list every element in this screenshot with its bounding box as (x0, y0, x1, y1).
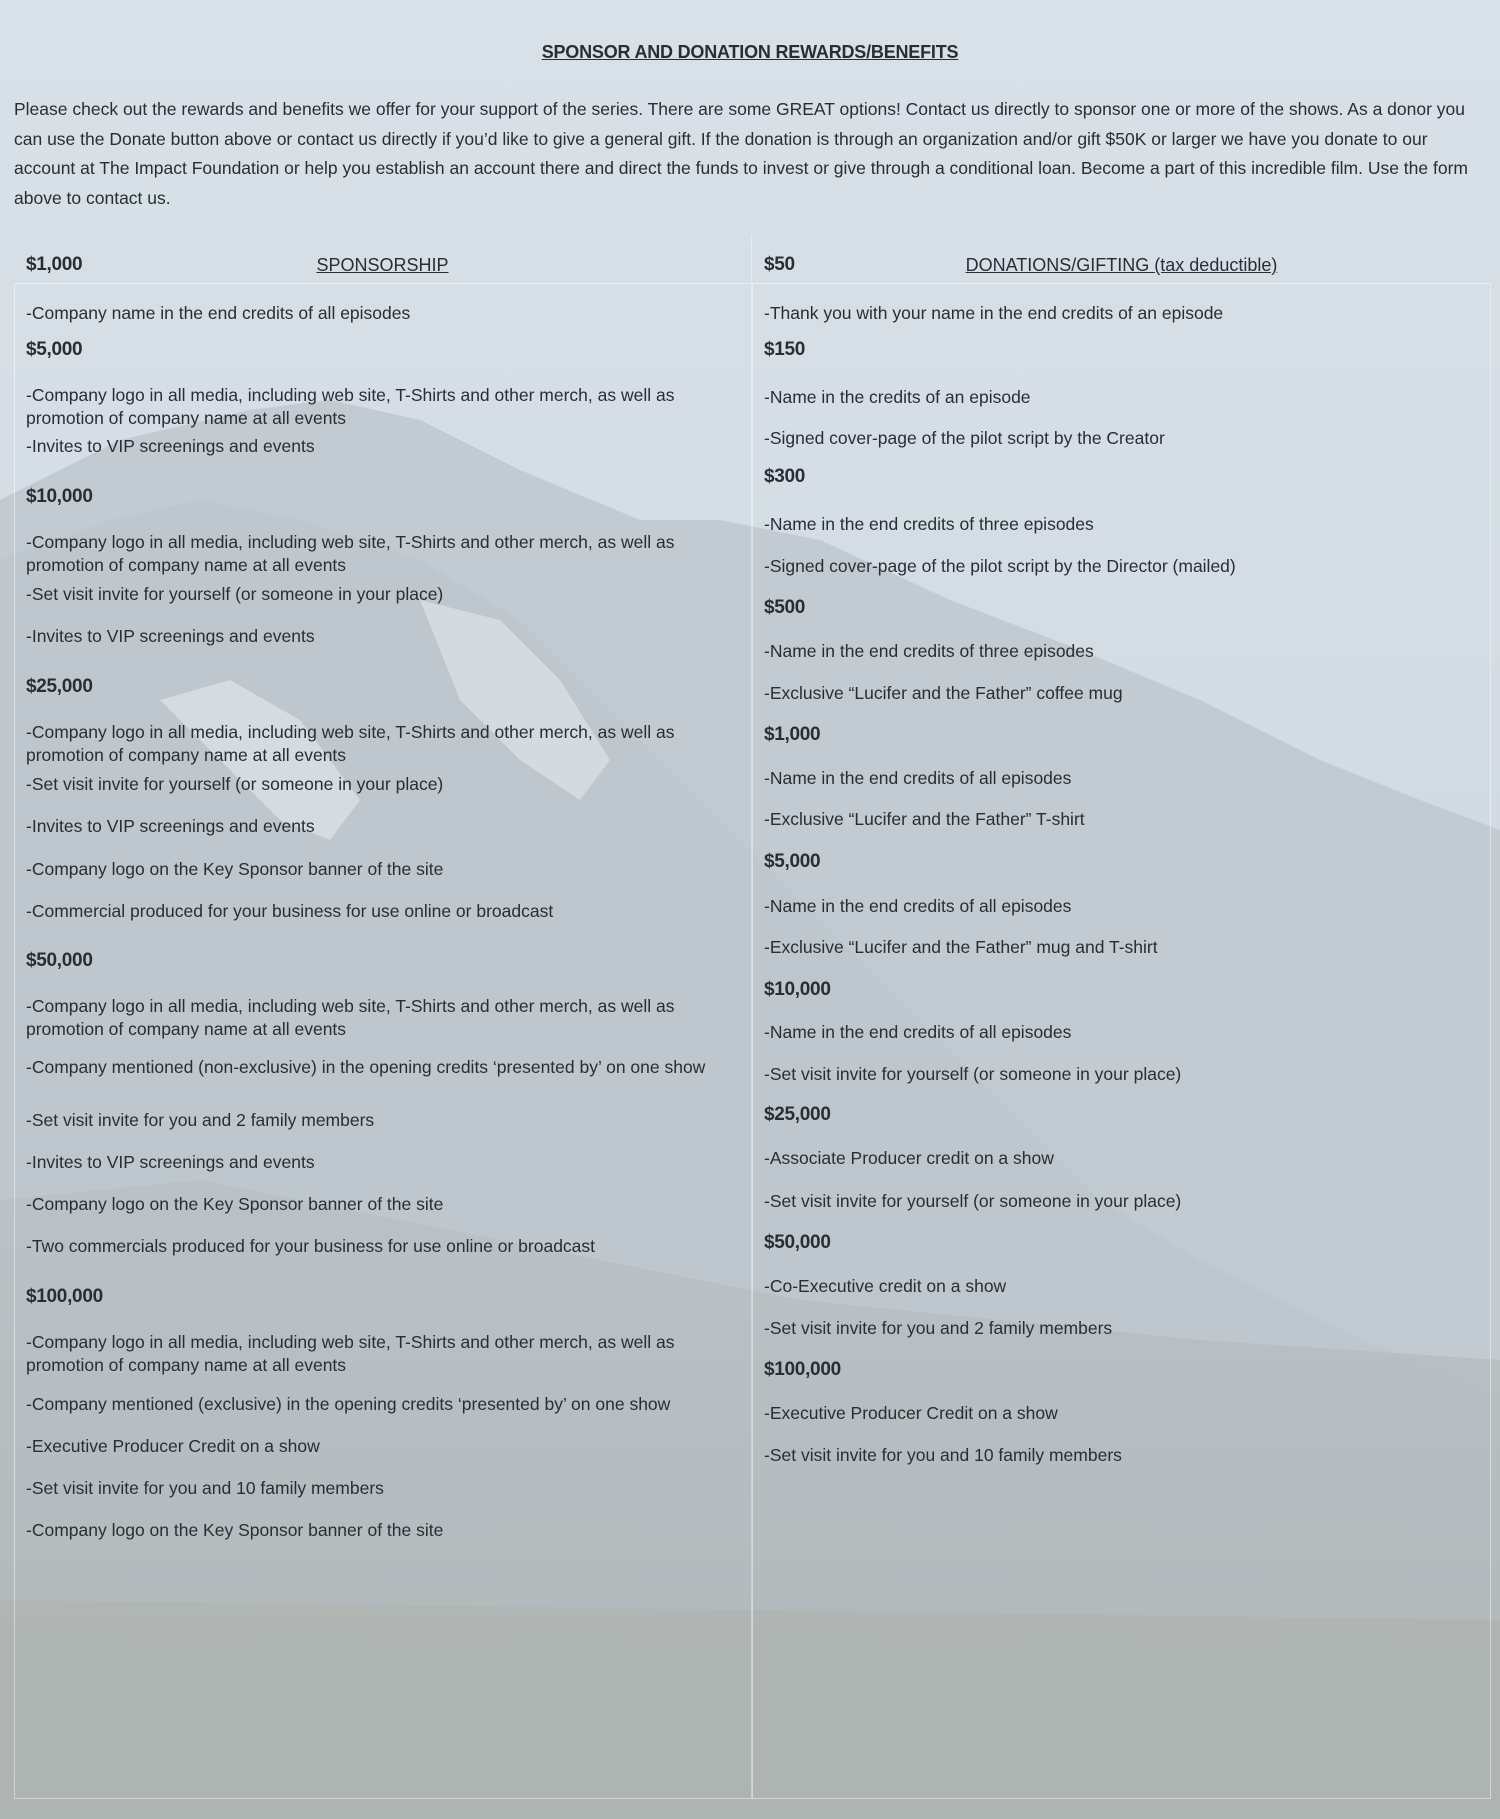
tier-amount: $100,000 (764, 1359, 841, 1380)
benefit-item: -Invites to VIP screenings and events (26, 626, 315, 646)
benefit-item: -Company logo on the Key Sponsor banner of the site (26, 859, 444, 879)
benefit-item: -Name in the end credits of all episodes (764, 896, 1072, 916)
benefit-item: -Executive Producer Credit on a show (26, 1436, 320, 1456)
benefit-item: -Company mentioned (non-exclusive) in the opening credits ‘presented by’ on one show (26, 1057, 706, 1077)
benefit-item: -Invites to VIP screenings and events (26, 1152, 315, 1172)
benefit-item: -Set visit invite for yourself (or someone in your place) (764, 1064, 1182, 1084)
tier-amount: $1,000 (26, 254, 83, 275)
benefit-item: -Name in the end credits of all episodes (764, 768, 1072, 788)
benefit-item: -Signed cover-page of the pilot script by the Creator (764, 428, 1165, 448)
benefit-item: -Executive Producer Credit on a show (764, 1403, 1058, 1423)
benefit-item: -Set visit invite for you and 2 family members (26, 1110, 375, 1130)
benefit-item: -Exclusive “Lucifer and the Father” mug and T-shirt (764, 937, 1158, 957)
sponsorship-panel (14, 283, 751, 1799)
benefit-item: -Set visit invite for you and 10 family members (26, 1478, 384, 1498)
tier-amount: $100,000 (26, 1286, 103, 1307)
sponsorship-column (14, 235, 751, 1799)
benefit-item: -Commercial produced for your business for use online or broadcast (26, 901, 554, 921)
tier-amount: $10,000 (26, 486, 93, 507)
tier-amount: $25,000 (764, 1104, 831, 1125)
benefit-item: -Co-Executive credit on a show (764, 1276, 1007, 1296)
page-title: SPONSOR AND DONATION REWARDS/BENEFITS (541, 42, 959, 62)
benefit-item: -Exclusive “Lucifer and the Father” T-shirt (764, 809, 1085, 829)
benefit-item: -Company logo in all media, including web site, T-Shirts and other merch, as well as promotion of company name at all events (26, 996, 675, 1039)
benefit-item: -Name in the credits of an episode (764, 387, 1031, 407)
benefit-item: -Set visit invite for yourself (or someone in your place) (764, 1191, 1182, 1211)
sponsorship-heading: SPONSORSHIP (316, 255, 449, 275)
intro-paragraph: Please check out the rewards and benefits we offer for your support of the series. There are some GREAT options! Contact us directly to sponsor one or more of the shows. As a donor you can use the Donate button above or contact us directly if you’d like to give a general gift. If the donation is through an organization and/or gift $50K or larger we have you donate to our account at The Impact Foundation or help you establish an account there and direct the funds to invest or give through a conditional loan. Become a part of this incredible film. Use the form above to contact us. (14, 99, 1468, 209)
donations-heading: DONATIONS/GIFTING (tax deductible) (965, 255, 1278, 275)
tier-amount: $1,000 (764, 724, 821, 745)
tier-amount: $300 (764, 466, 806, 487)
tier-amount: $50,000 (764, 1232, 831, 1253)
tier-amount: $5,000 (764, 851, 821, 872)
donations-column (751, 235, 1491, 1799)
benefit-item: -Company logo in all media, including web site, T-Shirts and other merch, as well as promotion of company name at all events (26, 1332, 675, 1375)
tier-amount: $50,000 (26, 950, 93, 971)
benefit-item: -Company logo in all media, including web site, T-Shirts and other merch, as well as promotion of company name at all events (26, 722, 675, 765)
tier-amount: $5,000 (26, 339, 83, 360)
benefit-item: -Associate Producer credit on a show (764, 1148, 1054, 1168)
benefit-item: -Signed cover-page of the pilot script by the Director (mailed) (764, 556, 1236, 576)
benefit-item: -Two commercials produced for your business for use online or broadcast (26, 1236, 596, 1256)
benefit-item: -Set visit invite for you and 10 family members (764, 1445, 1122, 1465)
benefit-item: -Invites to VIP screenings and events (26, 816, 315, 836)
benefit-item: -Company name in the end credits of all episodes (26, 303, 411, 323)
benefit-item: -Name in the end credits of three episodes (764, 641, 1094, 661)
benefit-item: -Set visit invite for you and 2 family members (764, 1318, 1113, 1338)
benefit-item: -Company mentioned (exclusive) in the opening credits ‘presented by’ on one show (26, 1394, 671, 1414)
benefit-item: -Thank you with your name in the end credits of an episode (764, 303, 1224, 323)
benefit-item: -Name in the end credits of three episodes (764, 514, 1094, 534)
benefit-item: -Company logo in all media, including web site, T-Shirts and other merch, as well as promotion of company name at all events (26, 385, 675, 428)
benefit-item: -Name in the end credits of all episodes (764, 1022, 1072, 1042)
benefit-item: -Exclusive “Lucifer and the Father” coffee mug (764, 683, 1123, 703)
tier-amount: $25,000 (26, 676, 93, 697)
benefit-item: -Company logo on the Key Sponsor banner of the site (26, 1520, 444, 1540)
tier-amount: $500 (764, 597, 806, 618)
benefit-item: -Company logo on the Key Sponsor banner of the site (26, 1194, 444, 1214)
benefit-item: -Set visit invite for yourself (or someone in your place) (26, 584, 444, 604)
tier-amount: $150 (764, 339, 806, 360)
tier-amount: $50 (764, 254, 795, 275)
benefit-item: -Invites to VIP screenings and events (26, 436, 315, 456)
benefit-item: -Set visit invite for yourself (or someone in your place) (26, 774, 444, 794)
benefit-item: -Company logo in all media, including web site, T-Shirts and other merch, as well as promotion of company name at all events (26, 532, 675, 575)
tier-amount: $10,000 (764, 979, 831, 1000)
